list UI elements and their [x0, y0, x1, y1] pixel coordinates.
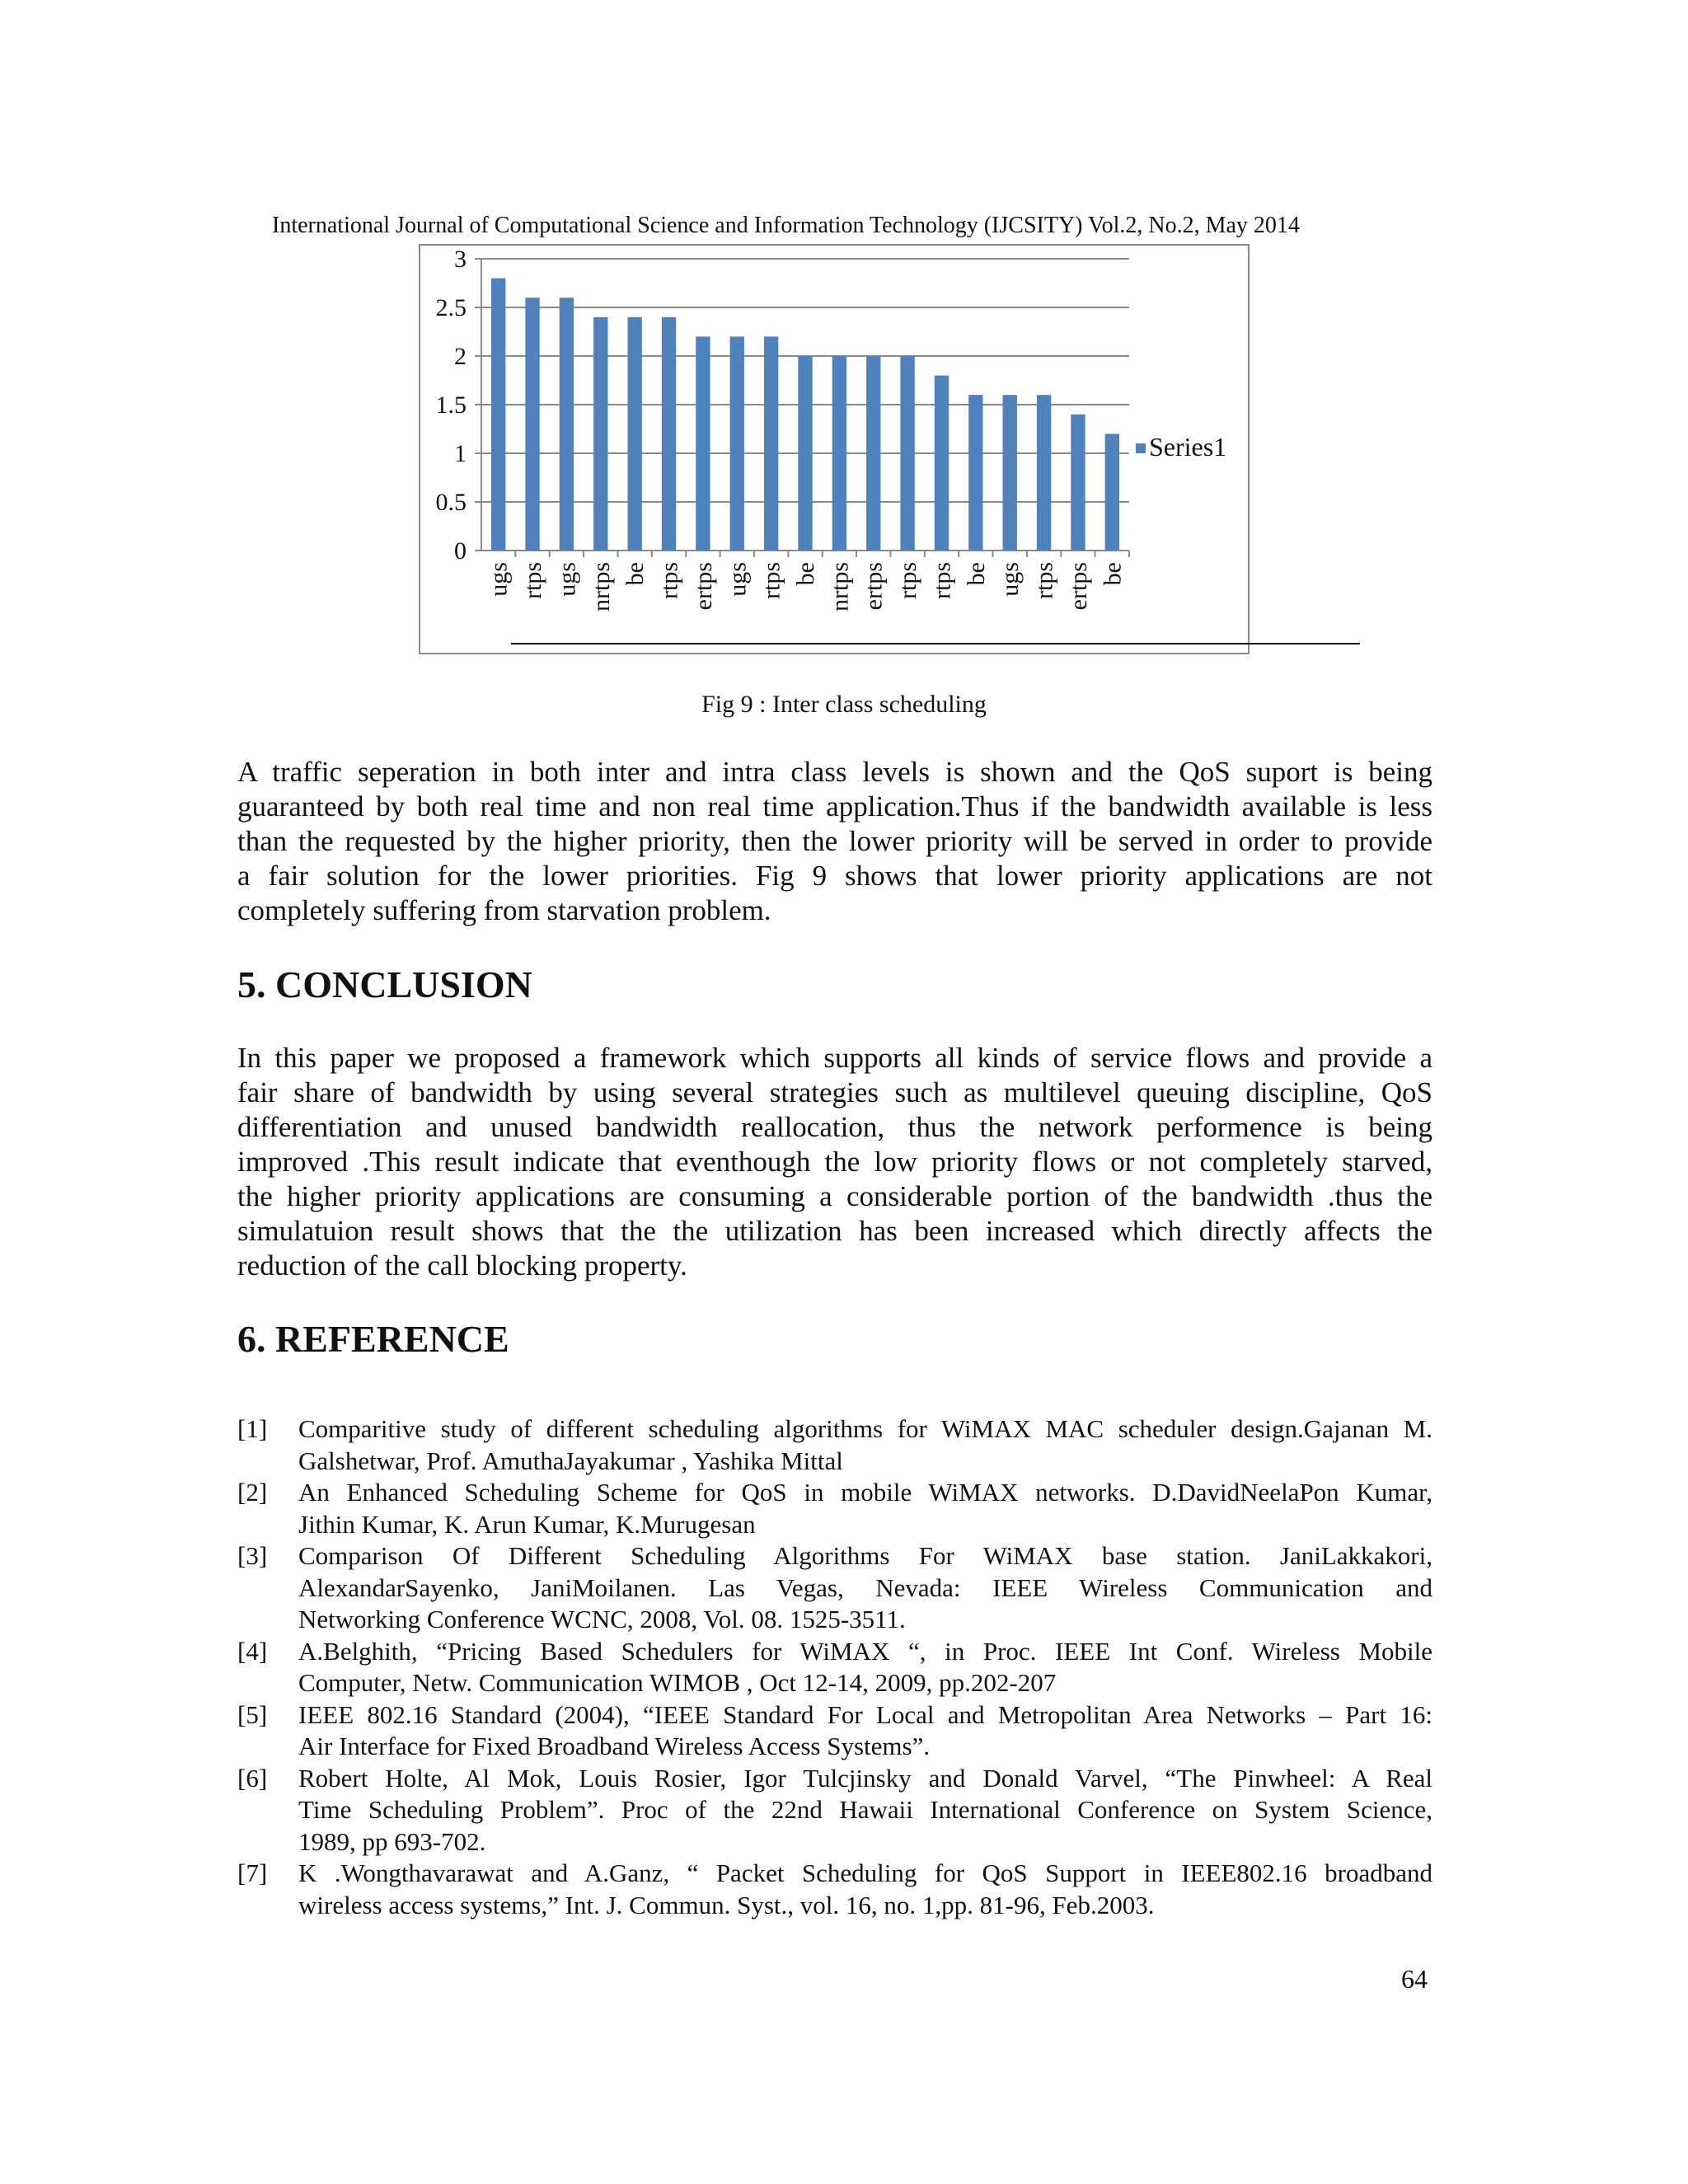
- bar: [832, 356, 846, 551]
- reference-item: [237, 1477, 1432, 1540]
- y-tick-label: 1.5: [435, 391, 467, 419]
- reference-item: [237, 1763, 1432, 1858]
- bar: [696, 336, 710, 551]
- reference-text-line: Robert Holte, Al Mok, Louis Rosier, Igor Tulcjinsky and Donald Varvel, “The Pinwheel: A Real: [298, 1763, 1432, 1793]
- reference-text: [298, 1413, 1432, 1477]
- bar: [798, 356, 812, 551]
- y-tick-label: 2: [454, 343, 467, 370]
- section-heading-conclusion: 5. CONCLUSION: [237, 963, 532, 1005]
- x-tick-label: nrtps: [826, 562, 854, 612]
- reference-text-line: An Enhanced Scheduling Scheme for QoS in mobile WiMAX networks. D.DavidNeelaPon Kumar,: [298, 1478, 1432, 1507]
- reference-item: [237, 1699, 1432, 1763]
- x-tick-label: rtps: [655, 562, 683, 599]
- reference-text-line: Comparitive study of different scheduling algorithms for WiMAX MAC scheduler design.Gajanan M.: [298, 1414, 1432, 1443]
- reference-text-line: Time Scheduling Problem”. Proc of the 22nd Hawaii International Conference on System Science,: [298, 1795, 1432, 1824]
- figure-caption: Fig 9 : Inter class scheduling: [701, 691, 987, 718]
- paragraph1-line: completely suffering from starvation problem.: [237, 894, 771, 926]
- reference-number: [1]: [237, 1414, 268, 1443]
- x-tick-label: be: [1099, 562, 1127, 586]
- conclusion-line: In this paper we proposed a framework which supports all kinds of service flows and provide a: [237, 1042, 1432, 1074]
- reference-text-line: Jithin Kumar, K. Arun Kumar, K.Murugesan: [298, 1509, 756, 1539]
- x-tick-label: rtps: [757, 562, 785, 599]
- reference-number: [2]: [237, 1478, 268, 1507]
- conclusion-line: reduction of the call blocking property.: [237, 1249, 687, 1282]
- body-paragraph-conclusion: [237, 1041, 1432, 1283]
- reference-text-line: A.Belghith, “Pricing Based Schedulers for WiMAX “, in Proc. IEEE Int Conf. Wireless Mobile: [298, 1636, 1432, 1666]
- chart-baseline-rule: [511, 643, 1360, 644]
- reference-list: [237, 1413, 1432, 1921]
- bar: [730, 336, 744, 551]
- x-tick-label: ertps: [860, 562, 888, 611]
- reference-item: [237, 1858, 1432, 1921]
- x-tick-label: rtps: [894, 562, 922, 599]
- bar: [1105, 434, 1119, 551]
- bar: [866, 356, 880, 551]
- x-tick-label: be: [962, 562, 990, 586]
- section-heading-reference: 6. REFERENCE: [237, 1318, 509, 1360]
- reference-text: [298, 1636, 1432, 1699]
- bar: [968, 395, 982, 551]
- reference-number: [7]: [237, 1858, 268, 1887]
- reference-number: [3]: [237, 1541, 268, 1570]
- reference-text-line: IEEE 802.16 Standard (2004), “IEEE Standard For Local and Metropolitan Area Networks – Part 16:: [298, 1699, 1432, 1729]
- journal-header: International Journal of Computational Science and Information Technology (IJCSITY) Vol.2, No.2, May 2014: [272, 213, 1300, 238]
- bar: [627, 317, 641, 551]
- reference-text-line: Networking Conference WCNC, 2008, Vol. 08. 1525-3511.: [298, 1605, 906, 1633]
- paragraph1-line: a fair solution for the lower priorities. Fig 9 shows that lower priority applications are not: [237, 860, 1432, 892]
- reference-text-line: K .Wongthavarawat and A.Ganz, “ Packet Scheduling for QoS Support in IEEE802.16 broadband: [298, 1858, 1432, 1887]
- reference-text-line: wireless access systems,” Int. J. Commun. Syst., vol. 16, no. 1,pp. 81-96, Feb.2003.: [298, 1890, 1155, 1919]
- bar: [764, 336, 778, 551]
- x-tick-label: ugs: [485, 562, 513, 597]
- conclusion-line: the higher priority applications are consuming a considerable portion of the bandwidth .thus the: [237, 1180, 1432, 1212]
- y-tick-label: 2.5: [435, 294, 467, 321]
- reference-text-line: 1989, pp 693-702.: [298, 1826, 486, 1856]
- x-tick-label: rtps: [1030, 562, 1058, 599]
- bar: [491, 279, 505, 551]
- x-tick-label: be: [792, 562, 819, 586]
- x-tick-label: ugs: [724, 562, 752, 597]
- legend-label: Series1: [1149, 432, 1227, 462]
- reference-item: [237, 1540, 1432, 1636]
- reference-item: [237, 1636, 1432, 1699]
- reference-number: [4]: [237, 1636, 268, 1666]
- reference-text: [298, 1763, 1432, 1858]
- x-tick-label: be: [621, 562, 649, 586]
- bar: [525, 298, 539, 551]
- x-tick-label: ertps: [689, 562, 717, 611]
- body-paragraph-1: [237, 755, 1432, 928]
- bar-chart: [419, 244, 1251, 656]
- bar: [560, 298, 574, 551]
- reference-text-line: Air Interface for Fixed Broadband Wireless Access Systems”.: [298, 1732, 931, 1760]
- bar: [593, 317, 607, 551]
- conclusion-line: differentiation and unused bandwidth reallocation, thus the network performence is being: [237, 1111, 1432, 1143]
- reference-text: [298, 1540, 1432, 1636]
- bar: [935, 376, 949, 551]
- reference-text-line: Galshetwar, Prof. AmuthaJayakumar , Yashika Mittal: [298, 1446, 843, 1475]
- legend-swatch: [1136, 443, 1146, 453]
- chart-svg: [419, 244, 1375, 664]
- reference-text-line: Computer, Netw. Communication WIMOB , Oct 12-14, 2009, pp.202-207: [298, 1668, 1057, 1697]
- paragraph1-line: guaranteed by both real time and non real time application.Thus if the bandwidth available is less: [237, 790, 1432, 823]
- reference-item: [237, 1413, 1432, 1477]
- bar: [1003, 395, 1017, 551]
- x-tick-label: ugs: [553, 562, 581, 597]
- x-tick-label: ertps: [1064, 562, 1092, 611]
- bar: [1037, 395, 1051, 551]
- reference-text: [298, 1477, 1432, 1540]
- x-tick-label: rtps: [928, 562, 956, 599]
- reference-number: [5]: [237, 1699, 268, 1729]
- y-tick-label: 0: [454, 537, 467, 565]
- y-tick-label: 0.5: [435, 489, 467, 516]
- paragraph1-line: A traffic seperation in both inter and intra class levels is shown and the QoS suport is being: [237, 756, 1432, 788]
- bar: [662, 317, 676, 551]
- reference-text-line: AlexandarSayenko, JaniMoilanen. Las Vegas, Nevada: IEEE Wireless Communication and: [298, 1572, 1432, 1602]
- conclusion-line: simulatuion result shows that the the utilization has been increased which directly affects the: [237, 1215, 1432, 1247]
- reference-number: [6]: [237, 1763, 268, 1793]
- reference-text: [298, 1699, 1432, 1763]
- bar: [900, 356, 914, 551]
- x-tick-label: nrtps: [587, 562, 615, 612]
- page-number: 64: [1401, 1964, 1428, 1994]
- conclusion-line: fair share of bandwidth by using several strategies such as multilevel queuing discipline, QoS: [237, 1076, 1432, 1108]
- bar: [1071, 415, 1085, 551]
- reference-text-line: Comparison Of Different Scheduling Algorithms For WiMAX base station. JaniLakkakori,: [298, 1541, 1432, 1570]
- paragraph1-line: than the requested by the higher priority, then the lower priority will be served in order to provide: [237, 825, 1432, 857]
- y-tick-label: 3: [454, 246, 467, 273]
- x-tick-label: rtps: [519, 562, 547, 599]
- y-tick-label: 1: [454, 440, 467, 467]
- conclusion-line: improved .This result indicate that eventhough the low priority flows or not completely starved,: [237, 1146, 1432, 1178]
- reference-text: [298, 1858, 1432, 1921]
- x-tick-label: ugs: [996, 562, 1025, 597]
